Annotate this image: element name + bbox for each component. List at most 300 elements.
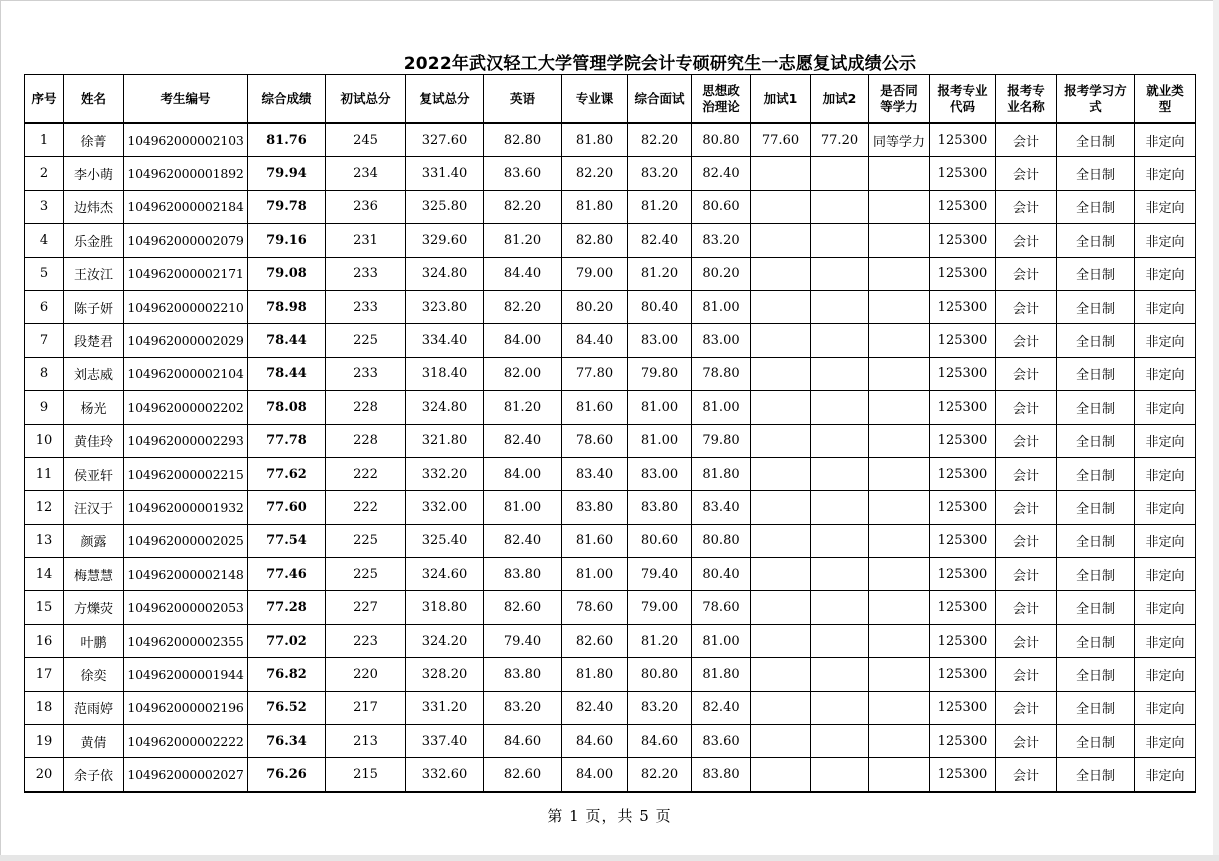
student-name-cell: 颜露	[64, 524, 124, 557]
major-name-cell: 会计	[996, 257, 1057, 290]
initial-score-cell: 231	[326, 224, 406, 257]
extra-test-1-cell	[751, 257, 811, 290]
major-code-cell: 125300	[930, 391, 996, 424]
interview-score-cell: 81.20	[628, 190, 692, 223]
exam-id-cell: 104962000002210	[124, 290, 248, 323]
politics-score-cell: 78.60	[692, 591, 751, 624]
exam-id-cell: 104962000002355	[124, 624, 248, 657]
row-number-cell: 12	[25, 491, 64, 524]
table-row	[25, 624, 1196, 657]
english-score-cell: 83.80	[484, 558, 562, 591]
extra-test-2-cell	[811, 624, 869, 657]
major-score-cell: 82.80	[562, 224, 628, 257]
interview-score-cell: 80.40	[628, 290, 692, 323]
student-name-cell: 边炜杰	[64, 190, 124, 223]
equivalent-status-cell	[869, 391, 930, 424]
retest-score-cell: 325.40	[406, 524, 484, 557]
equivalent-status-cell	[869, 257, 930, 290]
employment-type-cell: 非定向	[1135, 357, 1196, 390]
row-number-cell: 9	[25, 391, 64, 424]
header-cell: 报考专业代码	[930, 75, 996, 124]
initial-score-cell: 234	[326, 157, 406, 190]
major-score-cell: 77.80	[562, 357, 628, 390]
major-name-cell: 会计	[996, 324, 1057, 357]
politics-score-cell: 81.00	[692, 290, 751, 323]
major-code-cell: 125300	[930, 424, 996, 457]
retest-score-cell: 325.80	[406, 190, 484, 223]
english-score-cell: 82.20	[484, 290, 562, 323]
major-name-cell: 会计	[996, 591, 1057, 624]
english-score-cell: 82.80	[484, 123, 562, 157]
total-score-cell: 81.76	[248, 123, 326, 157]
english-score-cell: 84.00	[484, 324, 562, 357]
table-row	[25, 157, 1196, 190]
student-name-cell: 叶鹏	[64, 624, 124, 657]
retest-score-cell: 318.40	[406, 357, 484, 390]
student-name-cell: 刘志威	[64, 357, 124, 390]
major-name-cell: 会计	[996, 157, 1057, 190]
student-name-cell: 黄佳玲	[64, 424, 124, 457]
employment-type-cell: 非定向	[1135, 457, 1196, 490]
employment-type-cell: 非定向	[1135, 190, 1196, 223]
row-number-cell: 13	[25, 524, 64, 557]
extra-test-1-cell	[751, 558, 811, 591]
table-row	[25, 457, 1196, 490]
english-score-cell: 84.40	[484, 257, 562, 290]
major-code-cell: 125300	[930, 558, 996, 591]
exam-id-cell: 104962000002196	[124, 691, 248, 724]
employment-type-cell: 非定向	[1135, 324, 1196, 357]
major-name-cell: 会计	[996, 491, 1057, 524]
row-number-cell: 15	[25, 591, 64, 624]
major-name-cell: 会计	[996, 524, 1057, 557]
initial-score-cell: 245	[326, 123, 406, 157]
equivalent-status-cell	[869, 357, 930, 390]
extra-test-1-cell	[751, 157, 811, 190]
total-score-cell: 79.78	[248, 190, 326, 223]
header-cell: 综合成绩	[248, 75, 326, 124]
initial-score-cell: 233	[326, 290, 406, 323]
row-number-cell: 19	[25, 725, 64, 758]
english-score-cell: 81.20	[484, 224, 562, 257]
major-code-cell: 125300	[930, 691, 996, 724]
study-mode-cell: 全日制	[1057, 624, 1135, 657]
politics-score-cell: 83.40	[692, 491, 751, 524]
viewer-edge	[1213, 0, 1219, 861]
extra-test-2-cell: 77.20	[811, 123, 869, 157]
initial-score-cell: 222	[326, 457, 406, 490]
table-row	[25, 591, 1196, 624]
initial-score-cell: 225	[326, 558, 406, 591]
header-cell: 加试1	[751, 75, 811, 124]
row-number-cell: 20	[25, 758, 64, 792]
initial-score-cell: 215	[326, 758, 406, 792]
page-footer: 第 1 页，共 5 页	[547, 807, 672, 825]
header-cell: 初试总分	[326, 75, 406, 124]
total-score-cell: 77.02	[248, 624, 326, 657]
interview-score-cell: 80.60	[628, 524, 692, 557]
extra-test-2-cell	[811, 491, 869, 524]
initial-score-cell: 227	[326, 591, 406, 624]
politics-score-cell: 81.80	[692, 457, 751, 490]
major-score-cell: 84.60	[562, 725, 628, 758]
employment-type-cell: 非定向	[1135, 758, 1196, 792]
interview-score-cell: 81.20	[628, 257, 692, 290]
major-name-cell: 会计	[996, 658, 1057, 691]
employment-type-cell: 非定向	[1135, 257, 1196, 290]
header-cell: 考生编号	[124, 75, 248, 124]
retest-score-cell: 324.20	[406, 624, 484, 657]
total-score-cell: 78.44	[248, 357, 326, 390]
extra-test-1-cell	[751, 691, 811, 724]
equivalent-status-cell	[869, 725, 930, 758]
politics-score-cell: 81.00	[692, 391, 751, 424]
major-code-cell: 125300	[930, 491, 996, 524]
english-score-cell: 82.60	[484, 591, 562, 624]
table-row	[25, 725, 1196, 758]
employment-type-cell: 非定向	[1135, 290, 1196, 323]
major-name-cell: 会计	[996, 558, 1057, 591]
employment-type-cell: 非定向	[1135, 123, 1196, 157]
extra-test-2-cell	[811, 357, 869, 390]
exam-id-cell: 104962000002202	[124, 391, 248, 424]
equivalent-status-cell	[869, 624, 930, 657]
table-row	[25, 758, 1196, 792]
total-score-cell: 76.52	[248, 691, 326, 724]
study-mode-cell: 全日制	[1057, 691, 1135, 724]
english-score-cell: 84.00	[484, 457, 562, 490]
equivalent-status-cell	[869, 591, 930, 624]
interview-score-cell: 84.60	[628, 725, 692, 758]
equivalent-status-cell	[869, 424, 930, 457]
document-title: 2022年武汉轻工大学管理学院会计专硕研究生一志愿复试成绩公示	[403, 54, 917, 74]
politics-score-cell: 80.20	[692, 257, 751, 290]
total-score-cell: 78.08	[248, 391, 326, 424]
study-mode-cell: 全日制	[1057, 725, 1135, 758]
table-row	[25, 224, 1196, 257]
major-score-cell: 81.80	[562, 190, 628, 223]
major-code-cell: 125300	[930, 725, 996, 758]
student-name-cell: 杨光	[64, 391, 124, 424]
retest-score-cell: 324.80	[406, 257, 484, 290]
major-name-cell: 会计	[996, 725, 1057, 758]
header-cell: 就业类型	[1135, 75, 1196, 124]
header-cell: 报考专业名称	[996, 75, 1057, 124]
student-name-cell: 李小萌	[64, 157, 124, 190]
initial-score-cell: 223	[326, 624, 406, 657]
student-name-cell: 汪汉于	[64, 491, 124, 524]
initial-score-cell: 217	[326, 691, 406, 724]
header-cell: 综合面试	[628, 75, 692, 124]
table-row	[25, 391, 1196, 424]
total-score-cell: 77.78	[248, 424, 326, 457]
exam-id-cell: 104962000001892	[124, 157, 248, 190]
table-row	[25, 658, 1196, 691]
table-row	[25, 257, 1196, 290]
interview-score-cell: 82.20	[628, 758, 692, 792]
major-score-cell: 81.60	[562, 524, 628, 557]
extra-test-1-cell	[751, 658, 811, 691]
major-code-cell: 125300	[930, 524, 996, 557]
english-score-cell: 82.60	[484, 758, 562, 792]
major-score-cell: 82.20	[562, 157, 628, 190]
study-mode-cell: 全日制	[1057, 157, 1135, 190]
retest-score-cell: 337.40	[406, 725, 484, 758]
total-score-cell: 77.62	[248, 457, 326, 490]
interview-score-cell: 83.00	[628, 457, 692, 490]
initial-score-cell: 222	[326, 491, 406, 524]
header-cell: 加试2	[811, 75, 869, 124]
row-number-cell: 2	[25, 157, 64, 190]
initial-score-cell: 236	[326, 190, 406, 223]
major-name-cell: 会计	[996, 391, 1057, 424]
employment-type-cell: 非定向	[1135, 591, 1196, 624]
retest-score-cell: 328.20	[406, 658, 484, 691]
employment-type-cell: 非定向	[1135, 558, 1196, 591]
table-row	[25, 491, 1196, 524]
exam-id-cell: 104962000001932	[124, 491, 248, 524]
extra-test-1-cell	[751, 624, 811, 657]
politics-score-cell: 81.80	[692, 658, 751, 691]
equivalent-status-cell	[869, 524, 930, 557]
extra-test-2-cell	[811, 157, 869, 190]
row-number-cell: 3	[25, 190, 64, 223]
equivalent-status-cell	[869, 558, 930, 591]
major-code-cell: 125300	[930, 591, 996, 624]
interview-score-cell: 81.00	[628, 391, 692, 424]
row-number-cell: 5	[25, 257, 64, 290]
retest-score-cell: 332.20	[406, 457, 484, 490]
major-name-cell: 会计	[996, 624, 1057, 657]
initial-score-cell: 225	[326, 324, 406, 357]
major-score-cell: 78.60	[562, 591, 628, 624]
row-number-cell: 16	[25, 624, 64, 657]
header-cell: 是否同等学力	[869, 75, 930, 124]
student-name-cell: 侯亚轩	[64, 457, 124, 490]
employment-type-cell: 非定向	[1135, 725, 1196, 758]
table-row	[25, 558, 1196, 591]
extra-test-1-cell	[751, 324, 811, 357]
major-name-cell: 会计	[996, 357, 1057, 390]
total-score-cell: 79.16	[248, 224, 326, 257]
english-score-cell: 82.20	[484, 190, 562, 223]
study-mode-cell: 全日制	[1057, 424, 1135, 457]
retest-score-cell: 324.60	[406, 558, 484, 591]
politics-score-cell: 78.80	[692, 357, 751, 390]
extra-test-2-cell	[811, 758, 869, 792]
table-row	[25, 524, 1196, 557]
exam-id-cell: 104962000002103	[124, 123, 248, 157]
english-score-cell: 83.60	[484, 157, 562, 190]
table-row	[25, 190, 1196, 223]
retest-score-cell: 323.80	[406, 290, 484, 323]
major-score-cell: 80.20	[562, 290, 628, 323]
total-score-cell: 79.94	[248, 157, 326, 190]
table-row	[25, 357, 1196, 390]
major-code-cell: 125300	[930, 324, 996, 357]
interview-score-cell: 79.80	[628, 357, 692, 390]
initial-score-cell: 213	[326, 725, 406, 758]
major-name-cell: 会计	[996, 457, 1057, 490]
study-mode-cell: 全日制	[1057, 558, 1135, 591]
retest-score-cell: 327.60	[406, 123, 484, 157]
student-name-cell: 乐金胜	[64, 224, 124, 257]
extra-test-1-cell	[751, 725, 811, 758]
header-cell: 复试总分	[406, 75, 484, 124]
retest-score-cell: 318.80	[406, 591, 484, 624]
major-score-cell: 78.60	[562, 424, 628, 457]
study-mode-cell: 全日制	[1057, 123, 1135, 157]
retest-score-cell: 334.40	[406, 324, 484, 357]
initial-score-cell: 220	[326, 658, 406, 691]
major-name-cell: 会计	[996, 290, 1057, 323]
english-score-cell: 82.40	[484, 524, 562, 557]
study-mode-cell: 全日制	[1057, 524, 1135, 557]
student-name-cell: 陈子妍	[64, 290, 124, 323]
major-score-cell: 82.60	[562, 624, 628, 657]
extra-test-2-cell	[811, 524, 869, 557]
interview-score-cell: 81.20	[628, 624, 692, 657]
equivalent-status-cell: 同等学力	[869, 123, 930, 157]
major-code-cell: 125300	[930, 758, 996, 792]
major-name-cell: 会计	[996, 190, 1057, 223]
retest-score-cell: 331.20	[406, 691, 484, 724]
extra-test-1-cell	[751, 524, 811, 557]
total-score-cell: 76.26	[248, 758, 326, 792]
table-row	[25, 691, 1196, 724]
initial-score-cell: 233	[326, 257, 406, 290]
politics-score-cell: 83.00	[692, 324, 751, 357]
extra-test-1-cell: 77.60	[751, 123, 811, 157]
interview-score-cell: 80.80	[628, 658, 692, 691]
equivalent-status-cell	[869, 658, 930, 691]
extra-test-1-cell	[751, 357, 811, 390]
major-code-cell: 125300	[930, 190, 996, 223]
initial-score-cell: 228	[326, 391, 406, 424]
employment-type-cell: 非定向	[1135, 658, 1196, 691]
extra-test-2-cell	[811, 725, 869, 758]
row-number-cell: 18	[25, 691, 64, 724]
employment-type-cell: 非定向	[1135, 524, 1196, 557]
table-body	[25, 123, 1196, 792]
row-number-cell: 7	[25, 324, 64, 357]
major-score-cell: 81.80	[562, 123, 628, 157]
major-score-cell: 84.40	[562, 324, 628, 357]
study-mode-cell: 全日制	[1057, 224, 1135, 257]
english-score-cell: 82.40	[484, 424, 562, 457]
extra-test-2-cell	[811, 424, 869, 457]
major-score-cell: 79.00	[562, 257, 628, 290]
student-name-cell: 黄倩	[64, 725, 124, 758]
politics-score-cell: 82.40	[692, 157, 751, 190]
extra-test-2-cell	[811, 190, 869, 223]
employment-type-cell: 非定向	[1135, 157, 1196, 190]
row-number-cell: 1	[25, 123, 64, 157]
extra-test-2-cell	[811, 691, 869, 724]
major-name-cell: 会计	[996, 123, 1057, 157]
study-mode-cell: 全日制	[1057, 257, 1135, 290]
major-name-cell: 会计	[996, 424, 1057, 457]
header-cell: 报考学习方式	[1057, 75, 1135, 124]
major-score-cell: 83.40	[562, 457, 628, 490]
extra-test-1-cell	[751, 758, 811, 792]
politics-score-cell: 80.40	[692, 558, 751, 591]
politics-score-cell: 83.20	[692, 224, 751, 257]
english-score-cell: 83.20	[484, 691, 562, 724]
student-name-cell: 方爍荧	[64, 591, 124, 624]
exam-id-cell: 104962000002027	[124, 758, 248, 792]
exam-id-cell: 104962000002293	[124, 424, 248, 457]
major-name-cell: 会计	[996, 691, 1057, 724]
study-mode-cell: 全日制	[1057, 324, 1135, 357]
extra-test-1-cell	[751, 290, 811, 323]
employment-type-cell: 非定向	[1135, 424, 1196, 457]
employment-type-cell: 非定向	[1135, 624, 1196, 657]
initial-score-cell: 228	[326, 424, 406, 457]
major-score-cell: 84.00	[562, 758, 628, 792]
study-mode-cell: 全日制	[1057, 658, 1135, 691]
politics-score-cell: 81.00	[692, 624, 751, 657]
table-row	[25, 123, 1196, 157]
exam-id-cell: 104962000002215	[124, 457, 248, 490]
extra-test-2-cell	[811, 224, 869, 257]
equivalent-status-cell	[869, 224, 930, 257]
total-score-cell: 79.08	[248, 257, 326, 290]
initial-score-cell: 233	[326, 357, 406, 390]
study-mode-cell: 全日制	[1057, 457, 1135, 490]
interview-score-cell: 83.80	[628, 491, 692, 524]
student-name-cell: 范雨婷	[64, 691, 124, 724]
major-score-cell: 81.80	[562, 658, 628, 691]
total-score-cell: 78.98	[248, 290, 326, 323]
interview-score-cell: 82.40	[628, 224, 692, 257]
extra-test-2-cell	[811, 391, 869, 424]
equivalent-status-cell	[869, 190, 930, 223]
politics-score-cell: 82.40	[692, 691, 751, 724]
student-name-cell: 王汝江	[64, 257, 124, 290]
equivalent-status-cell	[869, 157, 930, 190]
extra-test-2-cell	[811, 257, 869, 290]
exam-id-cell: 104962000002104	[124, 357, 248, 390]
major-score-cell: 81.60	[562, 391, 628, 424]
exam-id-cell: 104962000002222	[124, 725, 248, 758]
english-score-cell: 81.20	[484, 391, 562, 424]
politics-score-cell: 80.80	[692, 123, 751, 157]
extra-test-2-cell	[811, 457, 869, 490]
table-row	[25, 424, 1196, 457]
english-score-cell: 83.80	[484, 658, 562, 691]
major-name-cell: 会计	[996, 758, 1057, 792]
equivalent-status-cell	[869, 290, 930, 323]
student-name-cell: 余子依	[64, 758, 124, 792]
student-name-cell: 徐菁	[64, 123, 124, 157]
retest-score-cell: 324.80	[406, 391, 484, 424]
total-score-cell: 78.44	[248, 324, 326, 357]
study-mode-cell: 全日制	[1057, 190, 1135, 223]
header-row	[25, 75, 1196, 124]
major-code-cell: 125300	[930, 123, 996, 157]
equivalent-status-cell	[869, 491, 930, 524]
total-score-cell: 77.28	[248, 591, 326, 624]
total-score-cell: 76.82	[248, 658, 326, 691]
viewer-edge-bottom	[0, 855, 1219, 861]
interview-score-cell: 79.00	[628, 591, 692, 624]
row-number-cell: 14	[25, 558, 64, 591]
extra-test-1-cell	[751, 491, 811, 524]
politics-score-cell: 79.80	[692, 424, 751, 457]
interview-score-cell: 83.20	[628, 157, 692, 190]
equivalent-status-cell	[869, 324, 930, 357]
